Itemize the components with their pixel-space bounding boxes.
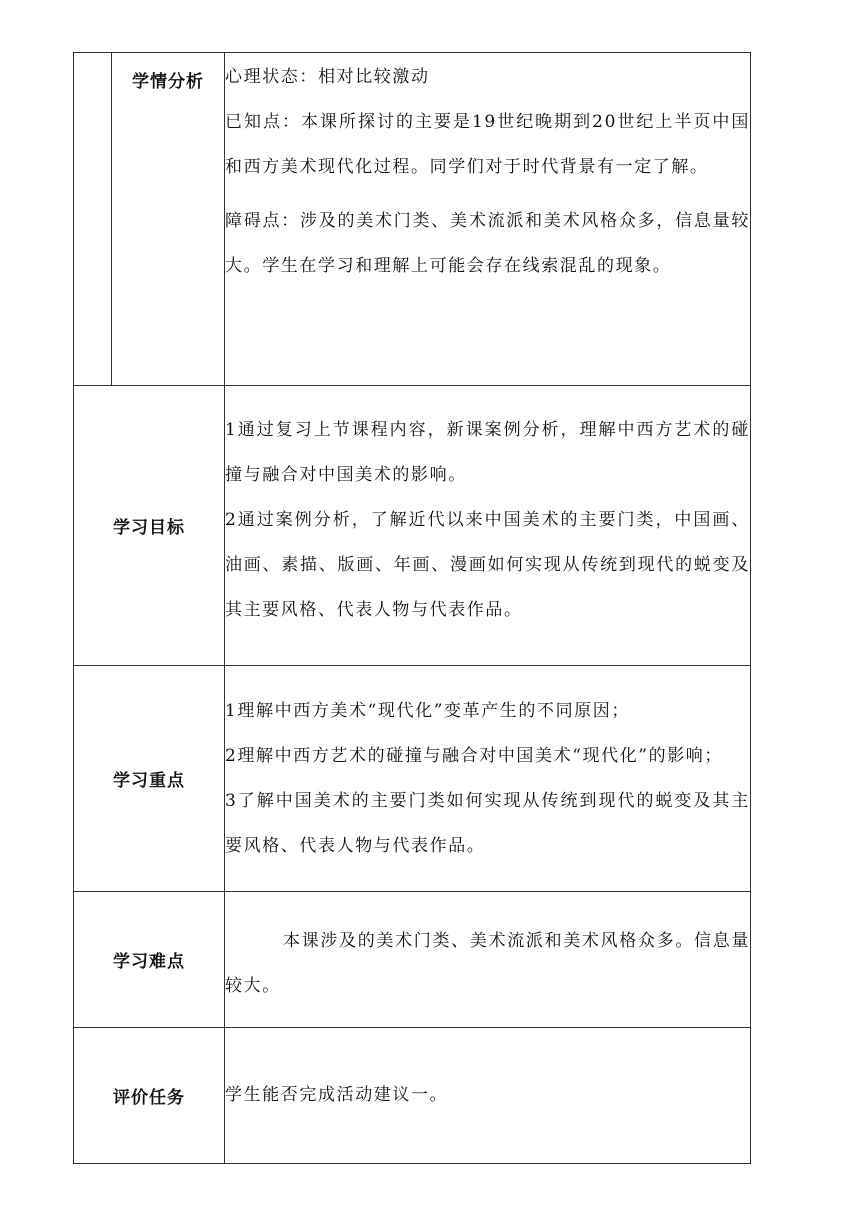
- row-difficulties: [74, 892, 751, 1028]
- indent-cell: [74, 53, 112, 386]
- difficulty-text: 本课涉及的美术门类、美术流派和美术风格众多。信息量较大。: [225, 930, 750, 996]
- content-evaluation: [225, 1028, 751, 1164]
- row-student-analysis: [74, 53, 751, 386]
- row-learning-objectives: [74, 386, 751, 666]
- row-evaluation: [74, 1028, 751, 1164]
- key-point-2: 2理解中西方艺术的碰撞与融合对中国美术“现代化”的影响；: [225, 745, 723, 766]
- content-key-points: [225, 666, 751, 892]
- content-learning-objectives: [225, 386, 751, 666]
- label-key-points: 学习重点: [74, 666, 225, 892]
- analysis-obstacles: 障碍点：涉及的美术门类、美术流派和美术风格众多，信息量较大。学生在学习和理解上可能会存在线索混乱的现象。: [225, 211, 750, 276]
- label-student-analysis: 学情分析: [112, 53, 225, 386]
- key-point-1: 1理解中西方美术“现代化”变革产生的不同原因；: [225, 700, 630, 721]
- label-difficulties: 学习难点: [74, 892, 225, 1028]
- objective-1: 1通过复习上节课程内容，新课案例分析，理解中西方艺术的碰撞与融合对中国美术的影响。: [225, 420, 750, 485]
- evaluation-text: 学生能否完成活动建议一。: [225, 1085, 449, 1105]
- objective-2: 2通过案例分析，了解近代以来中国美术的主要门类，中国画、油画、素描、版画、年画、漫画如何实现从传统到现代的蜕变及其主要风格、代表人物与代表作品。: [225, 510, 750, 620]
- content-student-analysis: [225, 53, 751, 386]
- label-evaluation: 评价任务: [74, 1028, 225, 1164]
- key-point-3: 3了解中国美术的主要门类如何实现从传统到现代的蜕变及其主要风格、代表人物与代表作品。: [225, 790, 750, 856]
- label-learning-objectives: 学习目标: [74, 386, 225, 666]
- content-difficulties: [225, 892, 751, 1028]
- analysis-known-points: 已知点：本课所探讨的主要是19世纪晚期到20世纪上半页中国和西方美术现代化过程。同学们对于时代背景有一定了解。: [225, 112, 750, 177]
- lesson-plan-table: [73, 52, 751, 1164]
- analysis-mental-state: 心理状态：相对比较激动: [225, 67, 430, 87]
- row-key-points: [74, 666, 751, 892]
